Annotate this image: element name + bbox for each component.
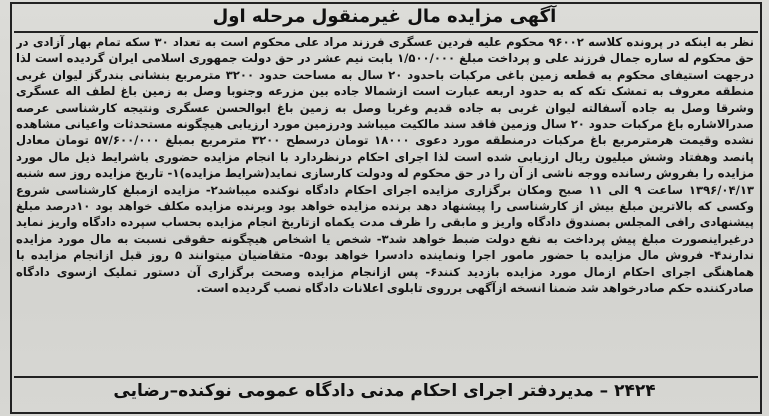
title-divider <box>14 31 758 33</box>
notice-footer: ۲۴۲۴ – مدیردفتر اجرای احکام مدنی دادگاه عمومی نوکنده–رضایی <box>113 381 656 401</box>
notice-title: آگهی مزایده مال غیرمنقول مرحله اول <box>212 6 557 27</box>
notice-body: نظر به اینکه در پرونده کلاسه ۹۶۰۰۲ محکوم علیه فردین عسگری فرزند مراد علی محکوم است به تعداد ۳۰ سکه تمام بهار آزادی در حق محکوم له ساره جمال فرزند علی و پرداخت مبلغ ۱/۵۰۰/۰۰۰ بابت نیم عشر در حق دولت جمهوری اسلامی ایران گردیده است لذا درجهت استیفای محکوم به قطعه زمین باغی مرکبات باحدود ۲۰ سال به مساحت حدود ۳۲۰۰ مترمربع بنشانی بندرگز لیوان غربی منطقه معروف به تمشک تکه که به حدود اربعه عبارت است ازشمالا جاده بین مزرعه وجنوبا وصل به زمین باغ لطف اله عسگری وشرقا وصل به جاده آسفالته لیوان غربی به جاده قدیم وغربا وصل به زمین باغ ابوالحسن عسگری ونتیجه کارشناسی عرصه صدرالاشاره باغ مرکبات حدود ۲۰ سال وزمین فاقد سند مالکیت میباشد ودرزمین مورد ارزیابی هیچگونه مستحدثات واعیانی مشاهده نشده وقیمت هرمترمربع باغ مرکبات درمنطقه مورد دعوی ۱۸۰۰۰ تومان درسطح ۳۲۰۰ مترمربع بمبلغ ۵۷/۶۰۰/۰۰۰ تومان معادل پانصد وهفتاد وشش میلیون ریال ارزیابی شده است لذا اجرای احکام درنظردارد با انجام مزایده حضوری باشرایط ذیل مال مورد مزایده را بفروش رسانده ووجه ناشی از آن را در حق محکوم له ودولت کارسازی نماید(شرایط مزایده)۱- تاریخ مزایده روز سه شنبه ۱۳۹۶/۰۴/۱۳ ساعت ۹ الی ۱۱ صبح ومکان برگزاری مزایده اجرای احکام دادگاه نوکنده میباشد۲- مزایده ازمبلغ کارشناسی شروع وکسی که بالاترین مبلغ بیش از کارشناسی را پیشنهاد دهد برنده مزایده خواهد بود وبرنده مزایده مکلف خواهد بود ۱۰درصد مبلغ پیشنهادی رافی المجلس بصندوق دادگاه واریز و مابقی را ظرف مدت یکماه ازتاریخ انجام مزایده بحساب سپرده دادگاه واریز نماید درغیراینصورت مبلغ پیش پرداخت به نفع دولت ضبط خواهد شد۳- شخص یا اشخاص هیچگونه حقوقی نسبت به مال مورد مزایده ندارند۴- فروش مال مزایده با حضور مامور اجرا ونماینده دادسرا خواهد بود۵- متقاضیان میتوانند ۵ روز قبل ازانجام مزایده با هماهنگی اجرای احکام ازمال مورد مزایده بازدید کنند۶- پس ازانجام مزایده وصحت برگزاری آن دستور تملیک ازسوی دادگاه صادرکننده حکم صادرخواهد شد ضمنا انسخه ازآگهی برروی تابلوی اعلانات دادگاه نصب گردیده است. <box>16 35 754 296</box>
footer-divider <box>14 376 758 378</box>
